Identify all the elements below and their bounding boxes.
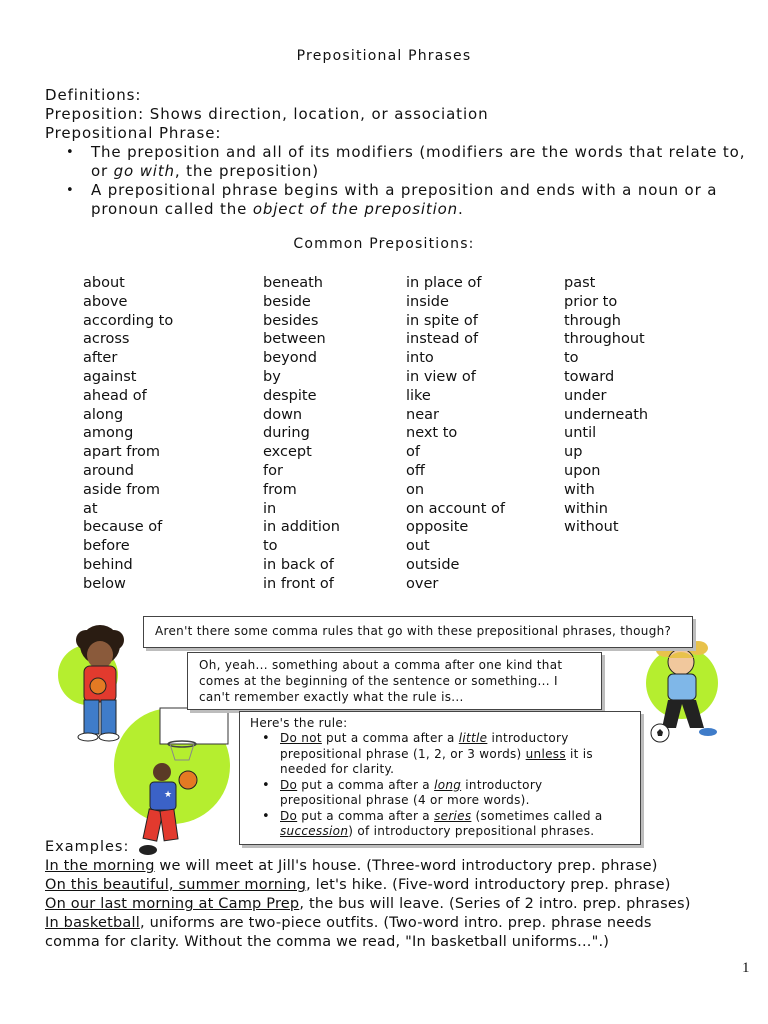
rule-heading: Here's the rule: bbox=[250, 716, 348, 730]
definitions-heading: Definitions: bbox=[45, 86, 142, 104]
preposition-item: in addition bbox=[263, 519, 340, 536]
preposition-item: through bbox=[564, 312, 621, 329]
preposition-item: next to bbox=[406, 425, 458, 442]
example-2: On this beautiful, summer morning, let's hike. (Five-word introductory prep. phrase) bbox=[45, 877, 671, 893]
preposition-item: in view of bbox=[406, 368, 476, 385]
basketball-player-icon bbox=[114, 708, 230, 855]
example-1: In the morning we will meet at Jill's house. (Three-word introductory prep. phrase) bbox=[45, 858, 658, 874]
preposition-column-3 bbox=[406, 274, 505, 594]
preposition-item: into bbox=[406, 350, 434, 367]
preposition-item: between bbox=[263, 331, 326, 348]
preposition-column-1 bbox=[83, 274, 173, 594]
preposition-item: toward bbox=[564, 368, 615, 385]
reply-line: Oh, yeah... something about a comma after one kind that bbox=[199, 658, 563, 672]
rule-item: • Do not put a comma after a little introductory prepositional phrase (1, 2, or 3 words) unless it is needed for clarity. bbox=[250, 731, 640, 778]
preposition-item: on account of bbox=[406, 500, 506, 517]
reply-bubble bbox=[187, 652, 602, 710]
bullet-dot: • bbox=[66, 183, 74, 198]
question-text: Aren't there some comma rules that go with these prepositional phrases, though? bbox=[155, 624, 672, 638]
preposition-definition: Preposition: Shows direction, location, or association bbox=[45, 105, 489, 123]
preposition-item: according to bbox=[83, 312, 174, 329]
preposition-item: beside bbox=[263, 293, 311, 310]
common-prepositions-heading: Common Prepositions: bbox=[293, 236, 475, 252]
preposition-item: behind bbox=[83, 556, 133, 573]
preposition-item: from bbox=[263, 481, 297, 498]
preposition-item: throughout bbox=[564, 331, 645, 348]
reply-line: can't remember exactly what the rule is... bbox=[199, 690, 464, 704]
rule-bubble bbox=[239, 711, 641, 845]
preposition-item: in place of bbox=[406, 275, 482, 291]
preposition-item: off bbox=[406, 462, 425, 479]
preposition-item: near bbox=[406, 406, 439, 423]
preposition-item: within bbox=[564, 500, 608, 517]
girl-soccer-icon bbox=[646, 641, 718, 742]
preposition-item: after bbox=[83, 350, 118, 367]
preposition-item: aside from bbox=[83, 481, 160, 498]
page-title: Prepositional Phrases bbox=[296, 48, 472, 64]
preposition-item: by bbox=[263, 368, 281, 385]
preposition-item: in bbox=[263, 500, 277, 517]
preposition-item: of bbox=[406, 444, 420, 461]
preposition-item: opposite bbox=[406, 519, 469, 536]
preposition-item: along bbox=[83, 406, 124, 423]
bullet-1-line-1: The preposition and all of its modifiers (modifiers are the words that relate to, bbox=[91, 143, 746, 161]
preposition-item: out bbox=[406, 538, 430, 555]
preposition-item: without bbox=[564, 519, 619, 536]
rule-list bbox=[250, 731, 640, 840]
preposition-item: around bbox=[83, 462, 134, 479]
preposition-item: besides bbox=[263, 312, 319, 329]
preposition-item: underneath bbox=[564, 406, 649, 423]
preposition-item: inside bbox=[406, 293, 449, 310]
preposition-item: before bbox=[83, 538, 130, 555]
bullet-2-line-2: pronoun called the object of the preposition. bbox=[91, 200, 464, 218]
rule-item: • Do put a comma after a series (sometimes called a succession) of introductory prepositional phrases. bbox=[250, 809, 640, 840]
examples-heading: Examples: bbox=[45, 839, 130, 855]
preposition-item: outside bbox=[406, 556, 460, 573]
example-4: In basketball, uniforms are two-piece outfits. (Two-word intro. prep. phrase needs bbox=[45, 915, 652, 931]
bullet-1-line-2: or go with, the preposition) bbox=[91, 162, 319, 180]
preposition-item: below bbox=[83, 575, 126, 592]
preposition-item: prior to bbox=[564, 293, 618, 310]
preposition-item: except bbox=[263, 444, 312, 461]
preposition-item: across bbox=[83, 331, 130, 348]
question-bubble bbox=[143, 616, 693, 648]
preposition-item: at bbox=[83, 500, 98, 517]
preposition-item: like bbox=[406, 387, 431, 404]
preposition-item: over bbox=[406, 575, 439, 592]
svg-text:★: ★ bbox=[164, 790, 173, 800]
phrase-heading: Prepositional Phrase: bbox=[45, 124, 222, 142]
preposition-item: under bbox=[564, 387, 607, 404]
bullet-2-line-1: A prepositional phrase begins with a preposition and ends with a noun or a bbox=[91, 181, 718, 199]
example-4-line-2: comma for clarity. Without the comma we read, "In basketball uniforms...".) bbox=[45, 934, 610, 950]
preposition-item: beyond bbox=[263, 350, 317, 367]
preposition-item: about bbox=[83, 275, 125, 291]
rule-item: • Do put a comma after a long introductory prepositional phrase (4 or more words). bbox=[250, 778, 640, 809]
preposition-item: during bbox=[263, 425, 310, 442]
preposition-item: despite bbox=[263, 387, 317, 404]
page-number: 1 bbox=[742, 960, 750, 976]
boy-basketball-icon bbox=[58, 625, 124, 741]
preposition-item: for bbox=[263, 462, 283, 479]
preposition-item: among bbox=[83, 425, 134, 442]
preposition-column-2 bbox=[263, 274, 340, 594]
preposition-item: past bbox=[564, 275, 596, 291]
bullet-dot: • bbox=[66, 145, 74, 160]
preposition-item: upon bbox=[564, 462, 601, 479]
preposition-item: with bbox=[564, 481, 595, 498]
preposition-item: to bbox=[263, 538, 278, 555]
preposition-item: up bbox=[564, 444, 583, 461]
preposition-item: apart from bbox=[83, 444, 160, 461]
preposition-item: in spite of bbox=[406, 312, 478, 329]
preposition-item: against bbox=[83, 368, 137, 385]
preposition-item: down bbox=[263, 406, 303, 423]
preposition-item: in back of bbox=[263, 556, 334, 573]
preposition-item: to bbox=[564, 350, 579, 367]
preposition-item: ahead of bbox=[83, 387, 147, 404]
preposition-item: until bbox=[564, 425, 597, 442]
preposition-item: instead of bbox=[406, 331, 479, 348]
preposition-item: because of bbox=[83, 519, 163, 536]
example-3: On our last morning at Camp Prep, the bus will leave. (Series of 2 intro. prep. phrases) bbox=[45, 896, 691, 912]
preposition-item: in front of bbox=[263, 575, 334, 592]
preposition-item: above bbox=[83, 293, 128, 310]
preposition-item: on bbox=[406, 481, 425, 498]
preposition-column-4 bbox=[564, 274, 648, 537]
preposition-item: beneath bbox=[263, 275, 323, 291]
reply-line: comes at the beginning of the sentence or something... I bbox=[199, 674, 558, 688]
